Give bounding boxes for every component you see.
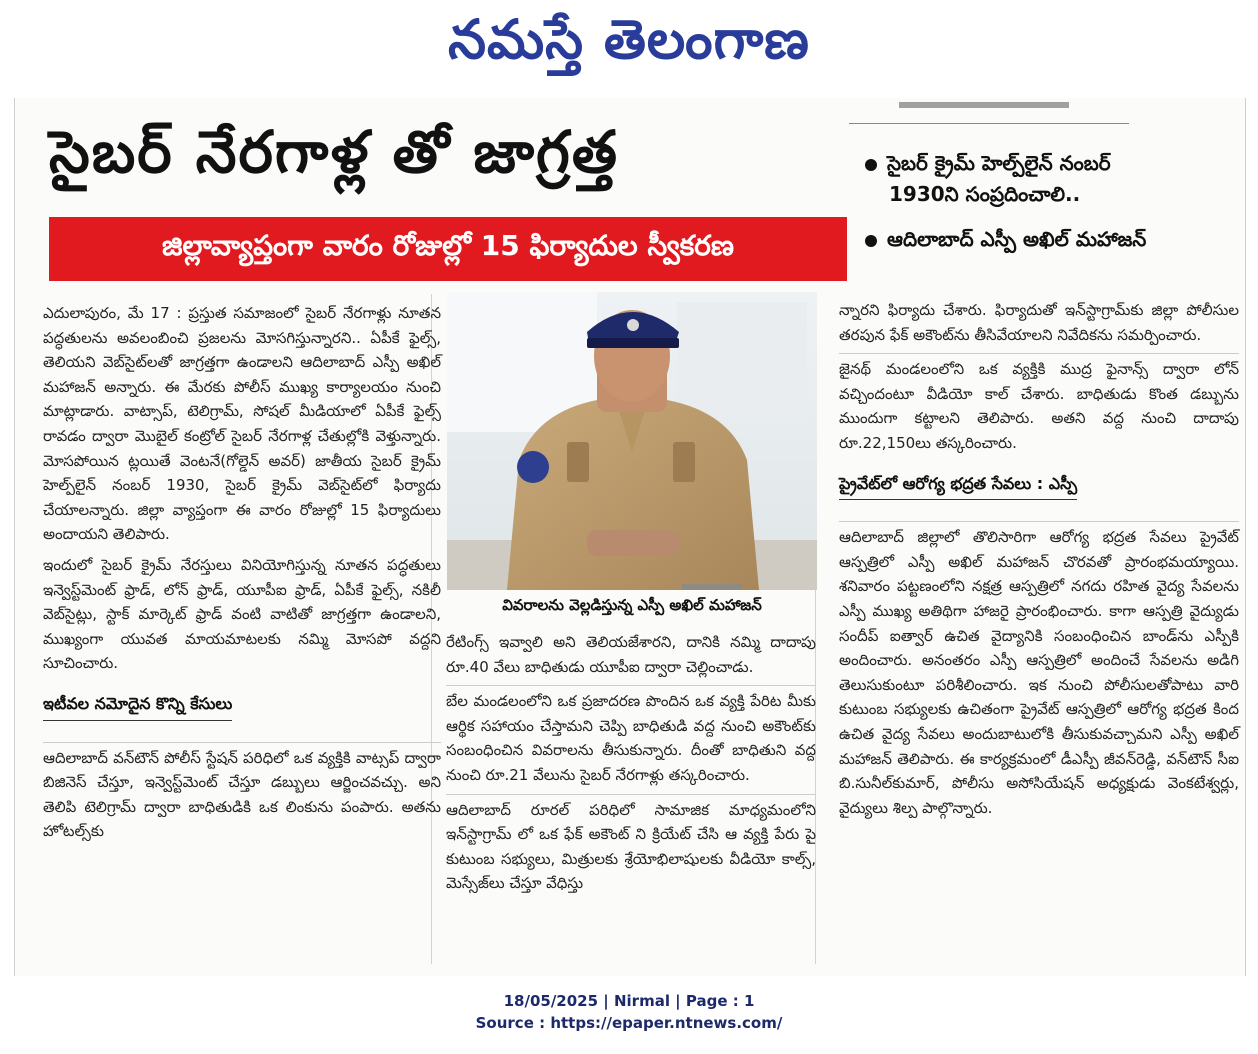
subheadline-text: జిల్లావ్యాప్తంగా వారం రోజుల్లో 15 ఫిర్యాదుల స్వీకరణ [161, 229, 735, 262]
divider [839, 521, 1239, 522]
photo-block [447, 292, 817, 628]
bullet-item [865, 224, 1225, 255]
cropped-text-fragment [849, 98, 1129, 124]
highlight-bullets [865, 148, 1225, 269]
bullet-text: సైబర్ క్రైమ్ హెల్ప్‌లైన్ నంబర్ [887, 151, 1111, 175]
bullet-item [865, 148, 1225, 210]
subheadline-banner [49, 217, 847, 281]
body-paragraph: రేటింగ్స్ ఇవ్వాలి అని తెలియజేశారని, దానికి నమ్మి దాదాపు రూ.40 వేలు బాధితుడు యూపీఐ ద్వారా చెల్లించాడు. [446, 633, 816, 676]
divider [43, 742, 441, 743]
article-clipping [14, 98, 1246, 976]
body-paragraph: ఆదిలాబాద్ జిల్లాలో తొలిసారిగా ఆరోగ్య భద్రత సేవలు ప్రైవేట్ ఆస్పత్రిలో ఎస్పీ అఖిల్ మహాజన్ చొరవతో ప్రారంభమయ్యాయి. శనివారం పట్టణంలోని నక్షత్ర ఆస్పత్రిలో నగదు రహిత వైద్య సేవలను ఎస్పీ ముఖ్య అతిథిగా హాజరై ప్రారంభించారు. కాగా ఆస్పత్రి వైద్యుడు సందీప్ ఐత్వార్ ఉచిత వైద్యానికి సంబంధించిన బాండ్‌ను ఎస్పీకి అందించారు. అనంతరం ఎస్పీ ఆస్పత్రిలో అందించే సేవలను అడిగి తెలుసుకుంటూ పరిశీలించారు. ఇక నుంచి పోలీసులతోపాటు వారి కుటుంబ సభ్యులకు ఉచితంగా ప్రైవేట్ ఆస్పత్రిలో ఆరోగ్య భద్రత కింద ఉచిత వైద్య సేవలు అందుబాటులోకి తీసుకువచ్చామని ఎస్పీ అఖిల్ మహాజన్ తెలిపారు. ఈ కార్యక్రమంలో డీఎస్పీ జీవన్‌రెడ్డి, వన్‌టౌన్ సీఐ బి.సునీల్‌కుమార్, పోలీసు అసోసియేషన్ అధ్యక్షుడు వెంకటేశ్వర్లు, వైద్యులు శిల్ప పాల్గొన్నారు. [839, 528, 1239, 817]
article-column-3 [839, 298, 1239, 826]
bullet-text: ఆదిలాబాద్ ఎస్పీ అఖిల్ మహాజన్ [887, 227, 1147, 251]
body-paragraph: ఎదులాపురం, మే 17 : ప్రస్తుత సమాజంలో సైబర్ నేరగాళ్లు నూతన పద్ధతులను అవలంబించి ప్రజలను మోసగిస్తున్నారని.. ఏపీకే ఫైల్స్, తెలియని వెబ్‌సైట్‌లతో జాగ్రత్తగా ఉండాలని ఆదిలాబాద్ ఎస్పీ అఖిల్ మహాజన్ అన్నారు. ఈ మేరకు పోలీస్ ముఖ్య కార్యాలయం నుంచి మాట్లాడారు. వాట్సాప్, టెలిగ్రామ్, సోషల్ మీడియాలో ఏపీకే ఫైల్స్ రావడం ద్వారా మొబైల్ కంట్రోల్ సైబర్ నేరగాళ్ల చేతుల్లోకి వెళ్తున్నారు. మోసపోయిన ట్లయితే వెంటనే(గోల్డెన్ అవర్) జాతీయ సైబర్ క్రైమ్ హెల్ప్‌లైన్ నంబర్ 1930, సైబర్ క్రైమ్ వెబ్‌సైట్‌లో ఫిర్యాదు చేయాలన్నారు. జిల్లా వ్యాప్తంగా ఈ వారం రోజుల్లో 15 ఫిర్యాదులు అందాయని తెలిపారు. [43, 304, 441, 544]
photo-illustration [447, 292, 817, 590]
section-heading: ఇటీవల నమోదైన కొన్ని కేసులు [43, 692, 232, 721]
newspaper-logo: నమస్తే తెలంగాణ [448, 8, 810, 71]
body-paragraph: ఆదిలాబాద్ వన్‌టౌన్ పోలీస్ స్టేషన్ పరిధిలో ఒక వ్యక్తికి వాట్సప్ ద్వారా బిజినెస్ చేస్తూ, ఇన్వెస్ట్‌మెంట్ చేస్తూ డబ్బులు ఆర్జించవచ్చు. అని తెలిపి టెలిగ్రామ్ ద్వారా బాధితుడికి ఒక లింకును పంపారు. అతను హోటల్స్‌కు [43, 748, 441, 841]
footer [0, 990, 1258, 1034]
article-column-1 [43, 301, 441, 850]
bullet-dot-icon [865, 235, 877, 247]
body-paragraph: ఆదిలాబాద్ రూరల్ పరిధిలో సామాజిక మాధ్యమంలోని ఇన్‌స్టాగ్రామ్ లో ఒక ఫేక్ అకౌంట్ ని క్రియేట్ చేసి ఆ వ్యక్తి పేరు పై కుటుంబ సభ్యులు, మిత్రులకు శ్రేయోభిలాషులకు వీడియో కాల్స్, మెస్సేజ్‌లు చేస్తూ వేధిస్తు [446, 800, 816, 893]
divider [446, 794, 816, 795]
divider [446, 685, 816, 686]
bullet-text-continued: 1930ని సంప్రదించాలి.. [889, 182, 1081, 206]
footer-source: Source : https://epaper.ntnews.com/ [475, 1014, 783, 1032]
body-paragraph: న్నారని ఫిర్యాదు చేశారు. ఫిర్యాదుతో ఇన్‌స్టాగ్రామ్‌కు జిల్లా పోలీసుల తరపున ఫేక్ అకౌంట్‌ను తీసివేయాలని నివేదికను సమర్పించారు. [839, 301, 1239, 344]
bullet-dot-icon [865, 159, 877, 171]
article-column-2 [446, 630, 816, 902]
body-paragraph: బేల మండలంలోని ఒక ప్రజాదరణ పొందిన ఒక వ్యక్తి పేరిట మీకు ఆర్థిక సహాయం చేస్తామని చెప్పి బాధితుడి వద్ద నుంచి అకౌంట్‌కు సంబంధించిన వివరాలను తీసుకున్నారు. దీంతో బాధితుని వద్ద నుంచి రూ.21 వేలును సైబర్ నేరగాళ్లు తస్కరించారు. [446, 692, 816, 784]
body-paragraph: జైనథ్ మండలంలోని ఒక వ్యక్తికి ముద్ర ఫైనాన్స్ ద్వారా లోన్ వచ్చిందంటూ వీడియో కాల్ చేశారు. బాధితుడు కొంత డబ్బును ముందుగా కట్టాలని తెలిపారు. అతని వద్ద నుంచి దాదాపు రూ.22,150లు తస్కరించారు. [839, 360, 1239, 452]
sp-portrait-photo [447, 292, 817, 590]
divider [839, 353, 1239, 354]
body-paragraph: ఇందులో సైబర్ క్రైమ్ నేరస్తులు వినియోగిస్తున్న నూతన పద్ధతులు ఇన్వెస్ట్‌మెంట్ ఫ్రాడ్, లోన్ ఫ్రాడ్, యూపీఐ ఫ్రాడ్, ఏపీకే ఫైల్స్, నకిలీ వెబ్‌సైట్లు, స్టాక్ మార్కెట్ ఫ్రాడ్ వంటి వాటితో జాగ్రత్తగా ఉండాలని, ముఖ్యంగా యువత మాయమాటలకు నమ్మి మోసపో వద్దని సూచించారు. [43, 555, 441, 673]
section-heading: ప్రైవేట్‌లో ఆరోగ్య భద్రత సేవలు : ఎస్పీ [839, 472, 1077, 501]
photo-caption: వివరాలను వెల్లడిస్తున్న ఎస్పీ అఖిల్ మహాజన్ [502, 596, 762, 614]
article-headline: సైబర్ నేరగాళ్ల తో జాగ్రత్త [49, 118, 619, 186]
masthead [0, 0, 1258, 82]
footer-date-edition: 18/05/2025 | Nirmal | Page : 1 [503, 992, 755, 1010]
